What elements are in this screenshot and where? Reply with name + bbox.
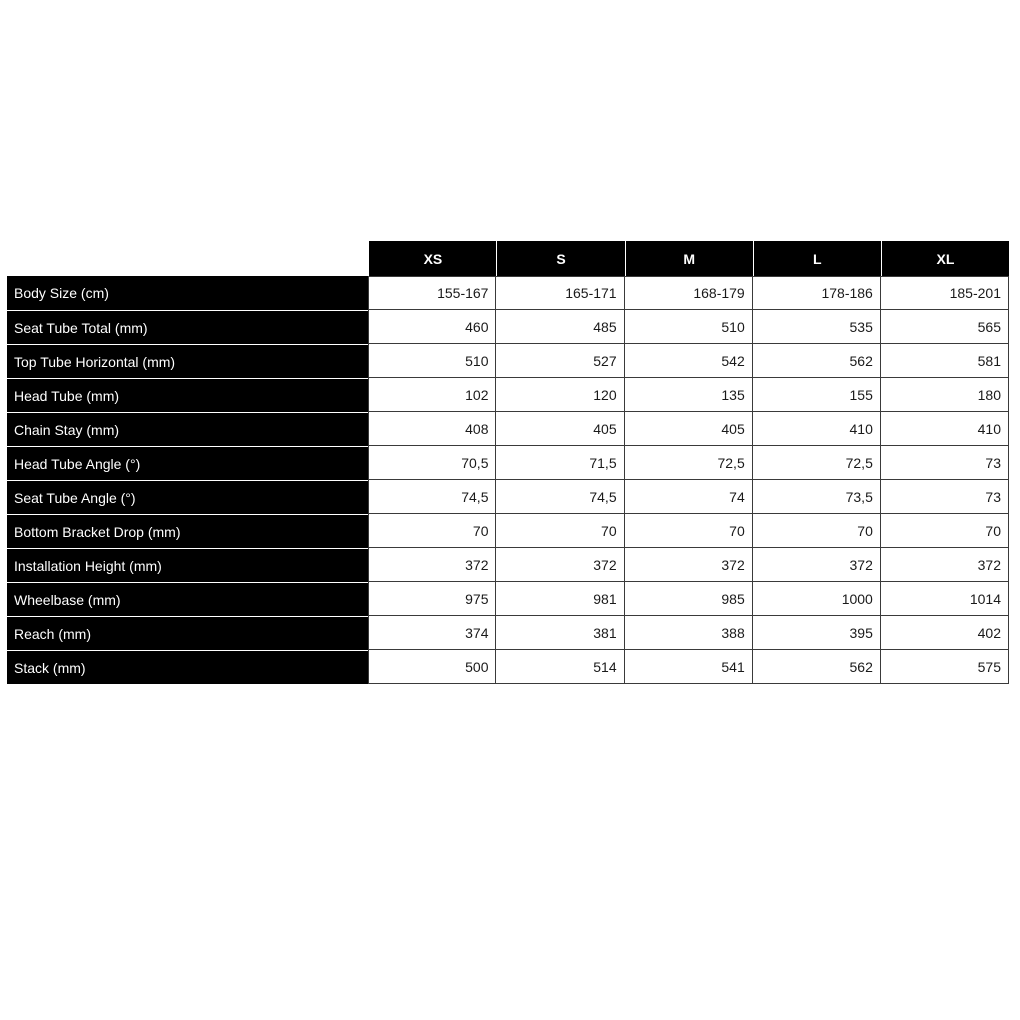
table-row (7, 378, 1009, 412)
row-label: Body Size (cm) (7, 276, 368, 310)
table-row (7, 616, 1009, 650)
size-header-s: S (496, 241, 624, 276)
table-row (7, 650, 1009, 684)
value-cell: 388 (625, 616, 753, 650)
value-cell: 402 (881, 616, 1009, 650)
value-cell: 155 (753, 378, 881, 412)
value-cell: 120 (496, 378, 624, 412)
value-cell: 541 (625, 650, 753, 684)
table-body (7, 276, 1009, 684)
table-row (7, 446, 1009, 480)
value-cell: 514 (496, 650, 624, 684)
value-cell: 372 (753, 548, 881, 582)
value-cell: 73 (881, 480, 1009, 514)
value-cell: 527 (496, 344, 624, 378)
row-label: Chain Stay (mm) (7, 412, 368, 446)
value-cell: 510 (625, 310, 753, 344)
size-header-xs: XS (368, 241, 496, 276)
value-cell: 395 (753, 616, 881, 650)
value-cell: 73 (881, 446, 1009, 480)
value-cell: 70 (368, 514, 496, 548)
size-header-m: M (625, 241, 753, 276)
value-cell: 180 (881, 378, 1009, 412)
value-cell: 372 (625, 548, 753, 582)
value-cell: 460 (368, 310, 496, 344)
value-cell: 1000 (753, 582, 881, 616)
table-row (7, 514, 1009, 548)
row-label: Head Tube (mm) (7, 378, 368, 412)
value-cell: 72,5 (753, 446, 881, 480)
value-cell: 410 (753, 412, 881, 446)
header-corner (7, 241, 368, 276)
table-header (7, 241, 1009, 276)
value-cell: 71,5 (496, 446, 624, 480)
size-header-xl: XL (881, 241, 1009, 276)
row-label: Seat Tube Angle (°) (7, 480, 368, 514)
value-cell: 135 (625, 378, 753, 412)
value-cell: 542 (625, 344, 753, 378)
value-cell: 500 (368, 650, 496, 684)
geometry-table (7, 241, 1009, 684)
value-cell: 981 (496, 582, 624, 616)
value-cell: 405 (625, 412, 753, 446)
value-cell: 70 (881, 514, 1009, 548)
table-row (7, 412, 1009, 446)
value-cell: 70,5 (368, 446, 496, 480)
row-label: Head Tube Angle (°) (7, 446, 368, 480)
value-cell: 562 (753, 344, 881, 378)
value-cell: 155-167 (368, 276, 496, 310)
value-cell: 565 (881, 310, 1009, 344)
value-cell: 374 (368, 616, 496, 650)
value-cell: 165-171 (496, 276, 624, 310)
row-label: Stack (mm) (7, 650, 368, 684)
value-cell: 74,5 (496, 480, 624, 514)
value-cell: 535 (753, 310, 881, 344)
value-cell: 985 (625, 582, 753, 616)
row-label: Installation Height (mm) (7, 548, 368, 582)
value-cell: 975 (368, 582, 496, 616)
value-cell: 581 (881, 344, 1009, 378)
value-cell: 74 (625, 480, 753, 514)
value-cell: 168-179 (625, 276, 753, 310)
size-header-row (7, 241, 1009, 276)
table-row (7, 582, 1009, 616)
value-cell: 485 (496, 310, 624, 344)
value-cell: 178-186 (753, 276, 881, 310)
value-cell: 185-201 (881, 276, 1009, 310)
row-label: Wheelbase (mm) (7, 582, 368, 616)
size-header-l: L (753, 241, 881, 276)
value-cell: 70 (625, 514, 753, 548)
value-cell: 70 (753, 514, 881, 548)
row-label: Top Tube Horizontal (mm) (7, 344, 368, 378)
row-label: Seat Tube Total (mm) (7, 310, 368, 344)
value-cell: 410 (881, 412, 1009, 446)
table-row (7, 310, 1009, 344)
value-cell: 102 (368, 378, 496, 412)
value-cell: 70 (496, 514, 624, 548)
value-cell: 408 (368, 412, 496, 446)
row-label: Bottom Bracket Drop (mm) (7, 514, 368, 548)
value-cell: 72,5 (625, 446, 753, 480)
value-cell: 372 (881, 548, 1009, 582)
value-cell: 562 (753, 650, 881, 684)
value-cell: 372 (368, 548, 496, 582)
table-row (7, 548, 1009, 582)
value-cell: 405 (496, 412, 624, 446)
table-row (7, 344, 1009, 378)
row-label: Reach (mm) (7, 616, 368, 650)
table-row (7, 276, 1009, 310)
value-cell: 575 (881, 650, 1009, 684)
value-cell: 1014 (881, 582, 1009, 616)
value-cell: 74,5 (368, 480, 496, 514)
value-cell: 73,5 (753, 480, 881, 514)
value-cell: 510 (368, 344, 496, 378)
value-cell: 381 (496, 616, 624, 650)
table-row (7, 480, 1009, 514)
value-cell: 372 (496, 548, 624, 582)
